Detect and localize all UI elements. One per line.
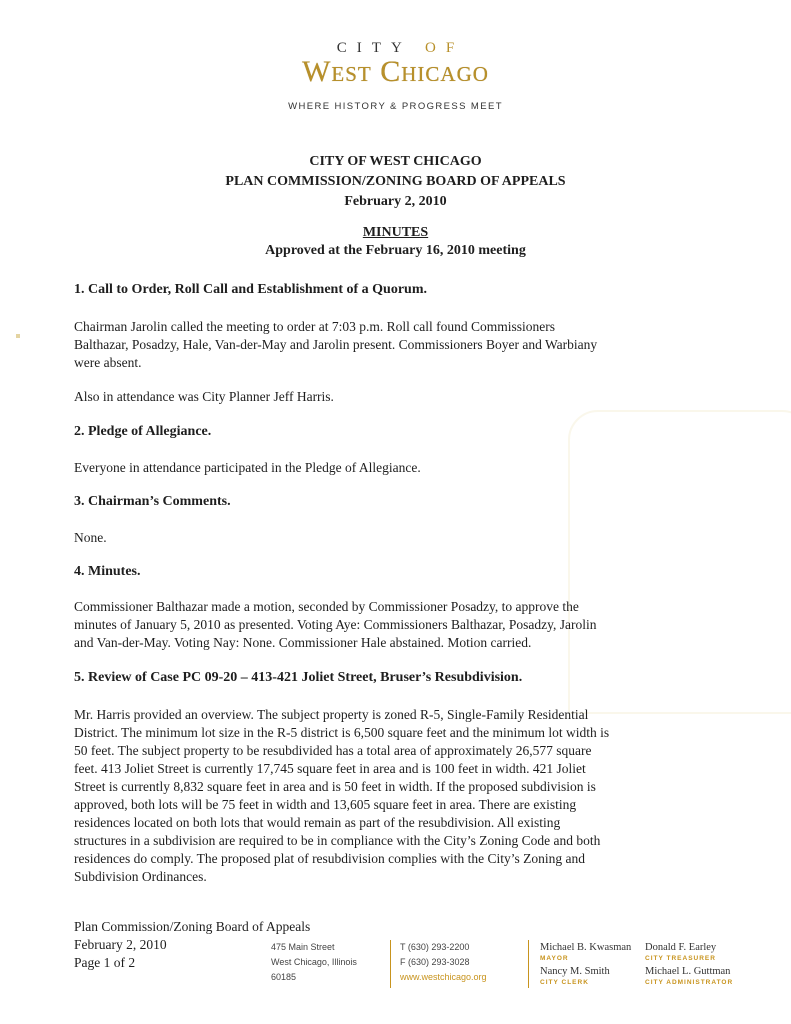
footer-board: Plan Commission/Zoning Board of Appeals [74, 919, 311, 934]
header-board: PLAN COMMISSION/ZONING BOARD OF APPEALS [225, 174, 566, 189]
footer-address [271, 940, 357, 985]
section-heading: 3. Chairman’s Comments. [74, 494, 231, 509]
paragraph [74, 529, 694, 547]
text-line: feet. 413 Joliet Street is currently 17,745 square feet in area and is 100 feet in width. 421 Joliet [74, 761, 586, 776]
document-header [0, 152, 791, 212]
section-heading: 5. Review of Case PC 09-20 – 413-421 Joliet Street, Bruser’s Resubdivision. [74, 670, 523, 685]
text-line: minutes of January 5, 2010 as presented. Voting Aye: Commissioners Balthazar, Posadzy, Jarolin [74, 617, 597, 632]
text-line: were absent. [74, 355, 142, 370]
official-clerk [540, 966, 610, 988]
paragraph [74, 318, 694, 372]
watermark-emblem [568, 410, 791, 714]
footer-contact [400, 940, 487, 985]
text-line: approved, both lots will be 75 feet in width and 13,605 square feet in area. There are existing [74, 797, 577, 812]
official-role: MAYOR [540, 955, 569, 962]
section-heading: 4. Minutes. [74, 564, 141, 579]
official-mayor [540, 942, 631, 964]
address-zip: 60185 [271, 972, 297, 982]
logo-city-word: CITY [336, 40, 412, 56]
footer-divider [528, 940, 529, 988]
paragraph [74, 388, 694, 406]
text-line: Street is currently 8,832 square feet in area and is 50 feet in width. If the proposed subdivision is [74, 779, 596, 794]
footer-date: February 2, 2010 [74, 937, 167, 952]
footer-divider [390, 940, 391, 988]
text-line: Also in attendance was City Planner Jeff Harris. [74, 389, 334, 404]
text-line: Balthazar, Posadzy, Hale, Van-der-May and Jarolin present. Commissioners Boyer and Warbiany [74, 337, 598, 352]
text-line: residences do comply. The proposed plat of resubdivision complies with the City’s Zoning and [74, 851, 586, 866]
logo-tagline: WHERE HISTORY & PROGRESS MEET [288, 101, 503, 112]
city-logo [0, 40, 791, 112]
minutes-header [0, 224, 791, 260]
paragraph [74, 706, 694, 886]
text-line: residences located on both lots that would remain as part of the resubdivision. All existing [74, 815, 561, 830]
approval-note: Approved at the February 16, 2010 meeting [265, 243, 526, 258]
text-line: structures in a subdivision are required to be in compliance with the City’s Zoning Code and both [74, 833, 601, 848]
footer-page-number: Page 1 of 2 [74, 955, 136, 970]
section-heading: 2. Pledge of Allegiance. [74, 424, 212, 439]
official-administrator [645, 966, 733, 988]
text-line: and Van-der-May. Voting Nay: None. Commissioner Hale abstained. Motion carried. [74, 635, 532, 650]
official-role: CITY ADMINISTRATOR [645, 979, 734, 986]
header-date: February 2, 2010 [344, 194, 447, 209]
official-name: Donald F. Earley [645, 942, 717, 953]
section-heading: 1. Call to Order, Roll Call and Establishment of a Quorum. [74, 282, 428, 297]
phone-number: T (630) 293-2200 [400, 942, 470, 952]
text-line: 50 feet. The subject property to be resubdivided has a total area of approximately 26,577 square [74, 743, 592, 758]
logo-name: West Chicago [302, 55, 489, 88]
address-city: West Chicago, Illinois [271, 957, 357, 967]
official-role: CITY CLERK [540, 979, 589, 986]
text-line: Mr. Harris provided an overview. The subject property is zoned R-5, Single-Family Residential [74, 707, 589, 722]
official-role: CITY TREASURER [645, 955, 716, 962]
text-line: Subdivision Ordinances. [74, 869, 207, 884]
paragraph [74, 598, 694, 652]
logo-of-word: OF [425, 40, 465, 56]
official-name: Nancy M. Smith [540, 966, 610, 977]
official-name: Michael L. Guttman [645, 966, 731, 977]
text-line: Everyone in attendance participated in the Pledge of Allegiance. [74, 460, 421, 475]
header-city: CITY OF WEST CHICAGO [309, 154, 482, 169]
official-name: Michael B. Kwasman [540, 942, 632, 953]
text-line: District. The minimum lot size in the R-5 district is 6,500 square feet and the minimum lot width is [74, 725, 610, 740]
text-line: Commissioner Balthazar made a motion, seconded by Commissioner Posadzy, to approve the [74, 599, 579, 614]
text-line: None. [74, 530, 107, 545]
text-line: Chairman Jarolin called the meeting to order at 7:03 p.m. Roll call found Commissioners [74, 319, 556, 334]
official-treasurer [645, 942, 716, 964]
website-link[interactable]: www.westchicago.org [400, 972, 487, 982]
fax-number: F (630) 293-3028 [400, 957, 470, 967]
address-street: 475 Main Street [271, 942, 335, 952]
scan-mark [16, 334, 20, 338]
minutes-title: MINUTES [362, 225, 429, 240]
paragraph [74, 459, 694, 477]
